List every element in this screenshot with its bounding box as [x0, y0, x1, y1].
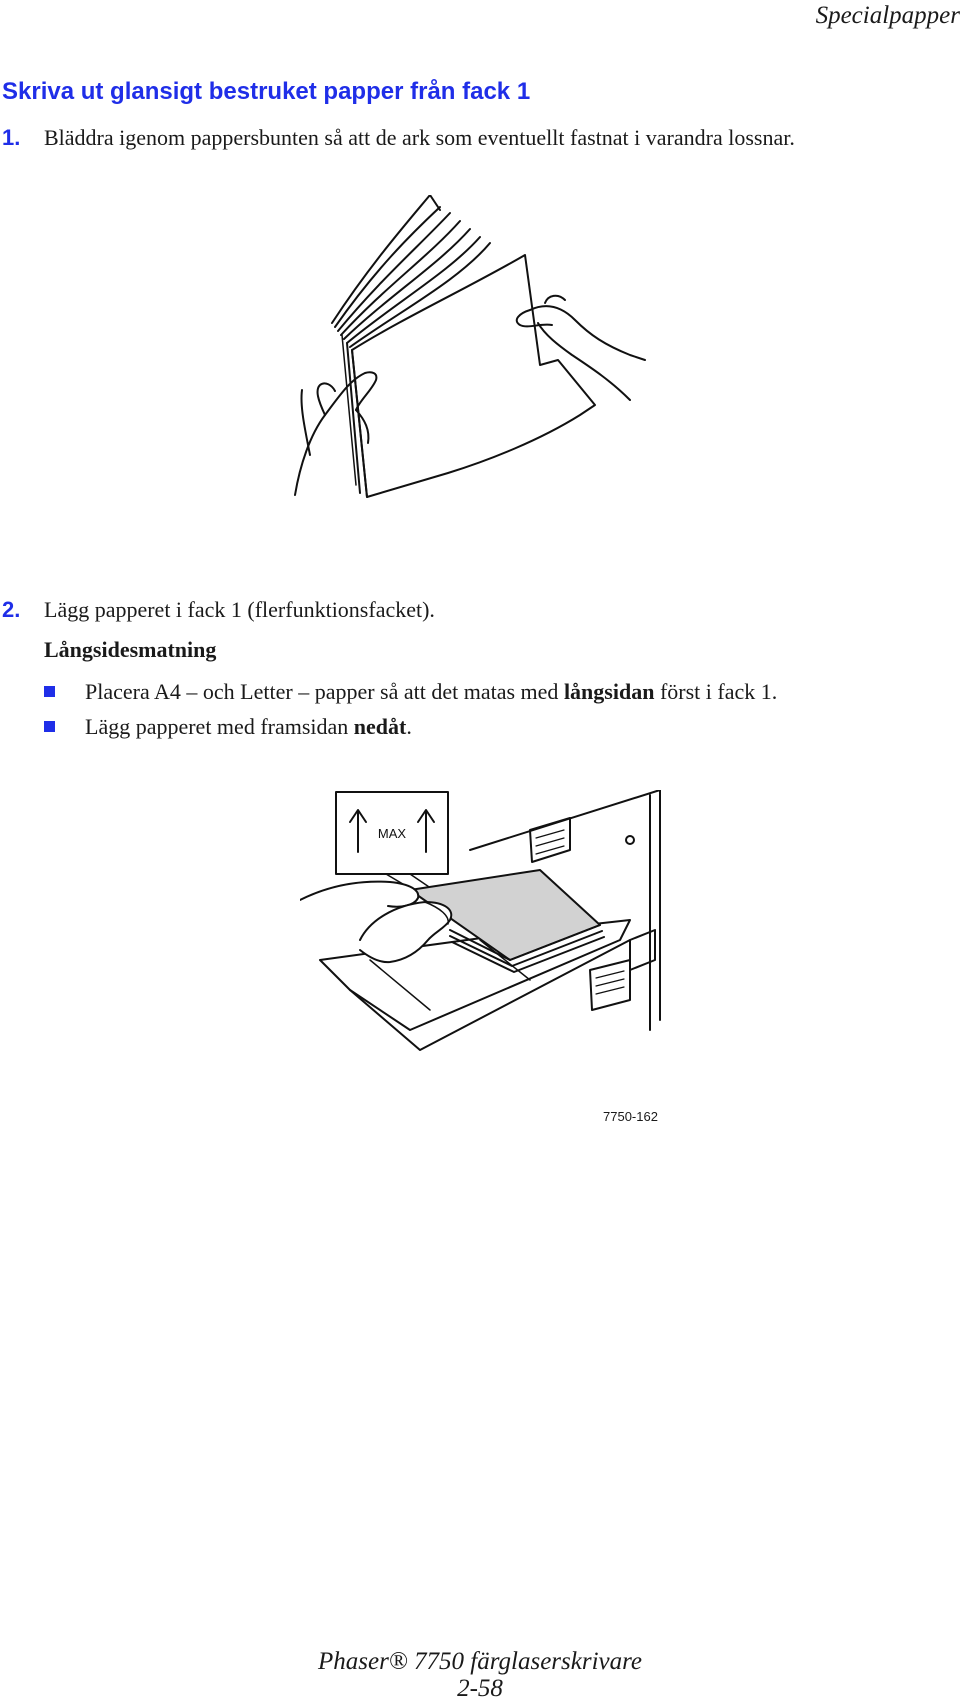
step-text: Bläddra igenom pappersbunten så att de ark som eventuellt fastnat i varandra lossnar. — [44, 125, 795, 150]
bullet-text-end: först i fack 1. — [654, 679, 778, 704]
fan-paper-illustration — [290, 195, 650, 525]
section-heading: Skriva ut glansigt bestruket papper från fack 1 — [2, 78, 531, 105]
footer-page-number: 2-58 — [457, 1675, 503, 1702]
bullet-emphasis: långsidan — [563, 679, 655, 704]
bullet-emphasis: nedåt — [353, 714, 407, 739]
step-number: 1. — [2, 125, 21, 150]
step-text: Lägg papperet i fack 1 (flerfunktionsfacket). — [44, 597, 435, 622]
subheading: Långsidesmatning — [44, 637, 217, 662]
footer-product: Phaser® 7750 färglaserskrivare — [317, 1648, 643, 1675]
bullet-item — [44, 679, 777, 705]
bullet-item — [44, 714, 412, 740]
step-1 — [2, 125, 795, 151]
bullet-text: Placera A4 – och Letter – papper så att det matas med — [85, 679, 564, 704]
figure-id: 7750-162 — [603, 1109, 658, 1124]
bullet-square-icon — [44, 686, 55, 697]
bullet-text-end: . — [406, 714, 412, 739]
running-header: Specialpapper — [815, 2, 960, 29]
step-2 — [2, 597, 435, 623]
max-label: MAX — [377, 826, 407, 841]
bullet-text: Lägg papperet med framsidan — [85, 714, 354, 739]
tray-loading-illustration — [300, 790, 680, 1130]
bullet-square-icon — [44, 721, 55, 732]
step-number: 2. — [2, 597, 21, 622]
